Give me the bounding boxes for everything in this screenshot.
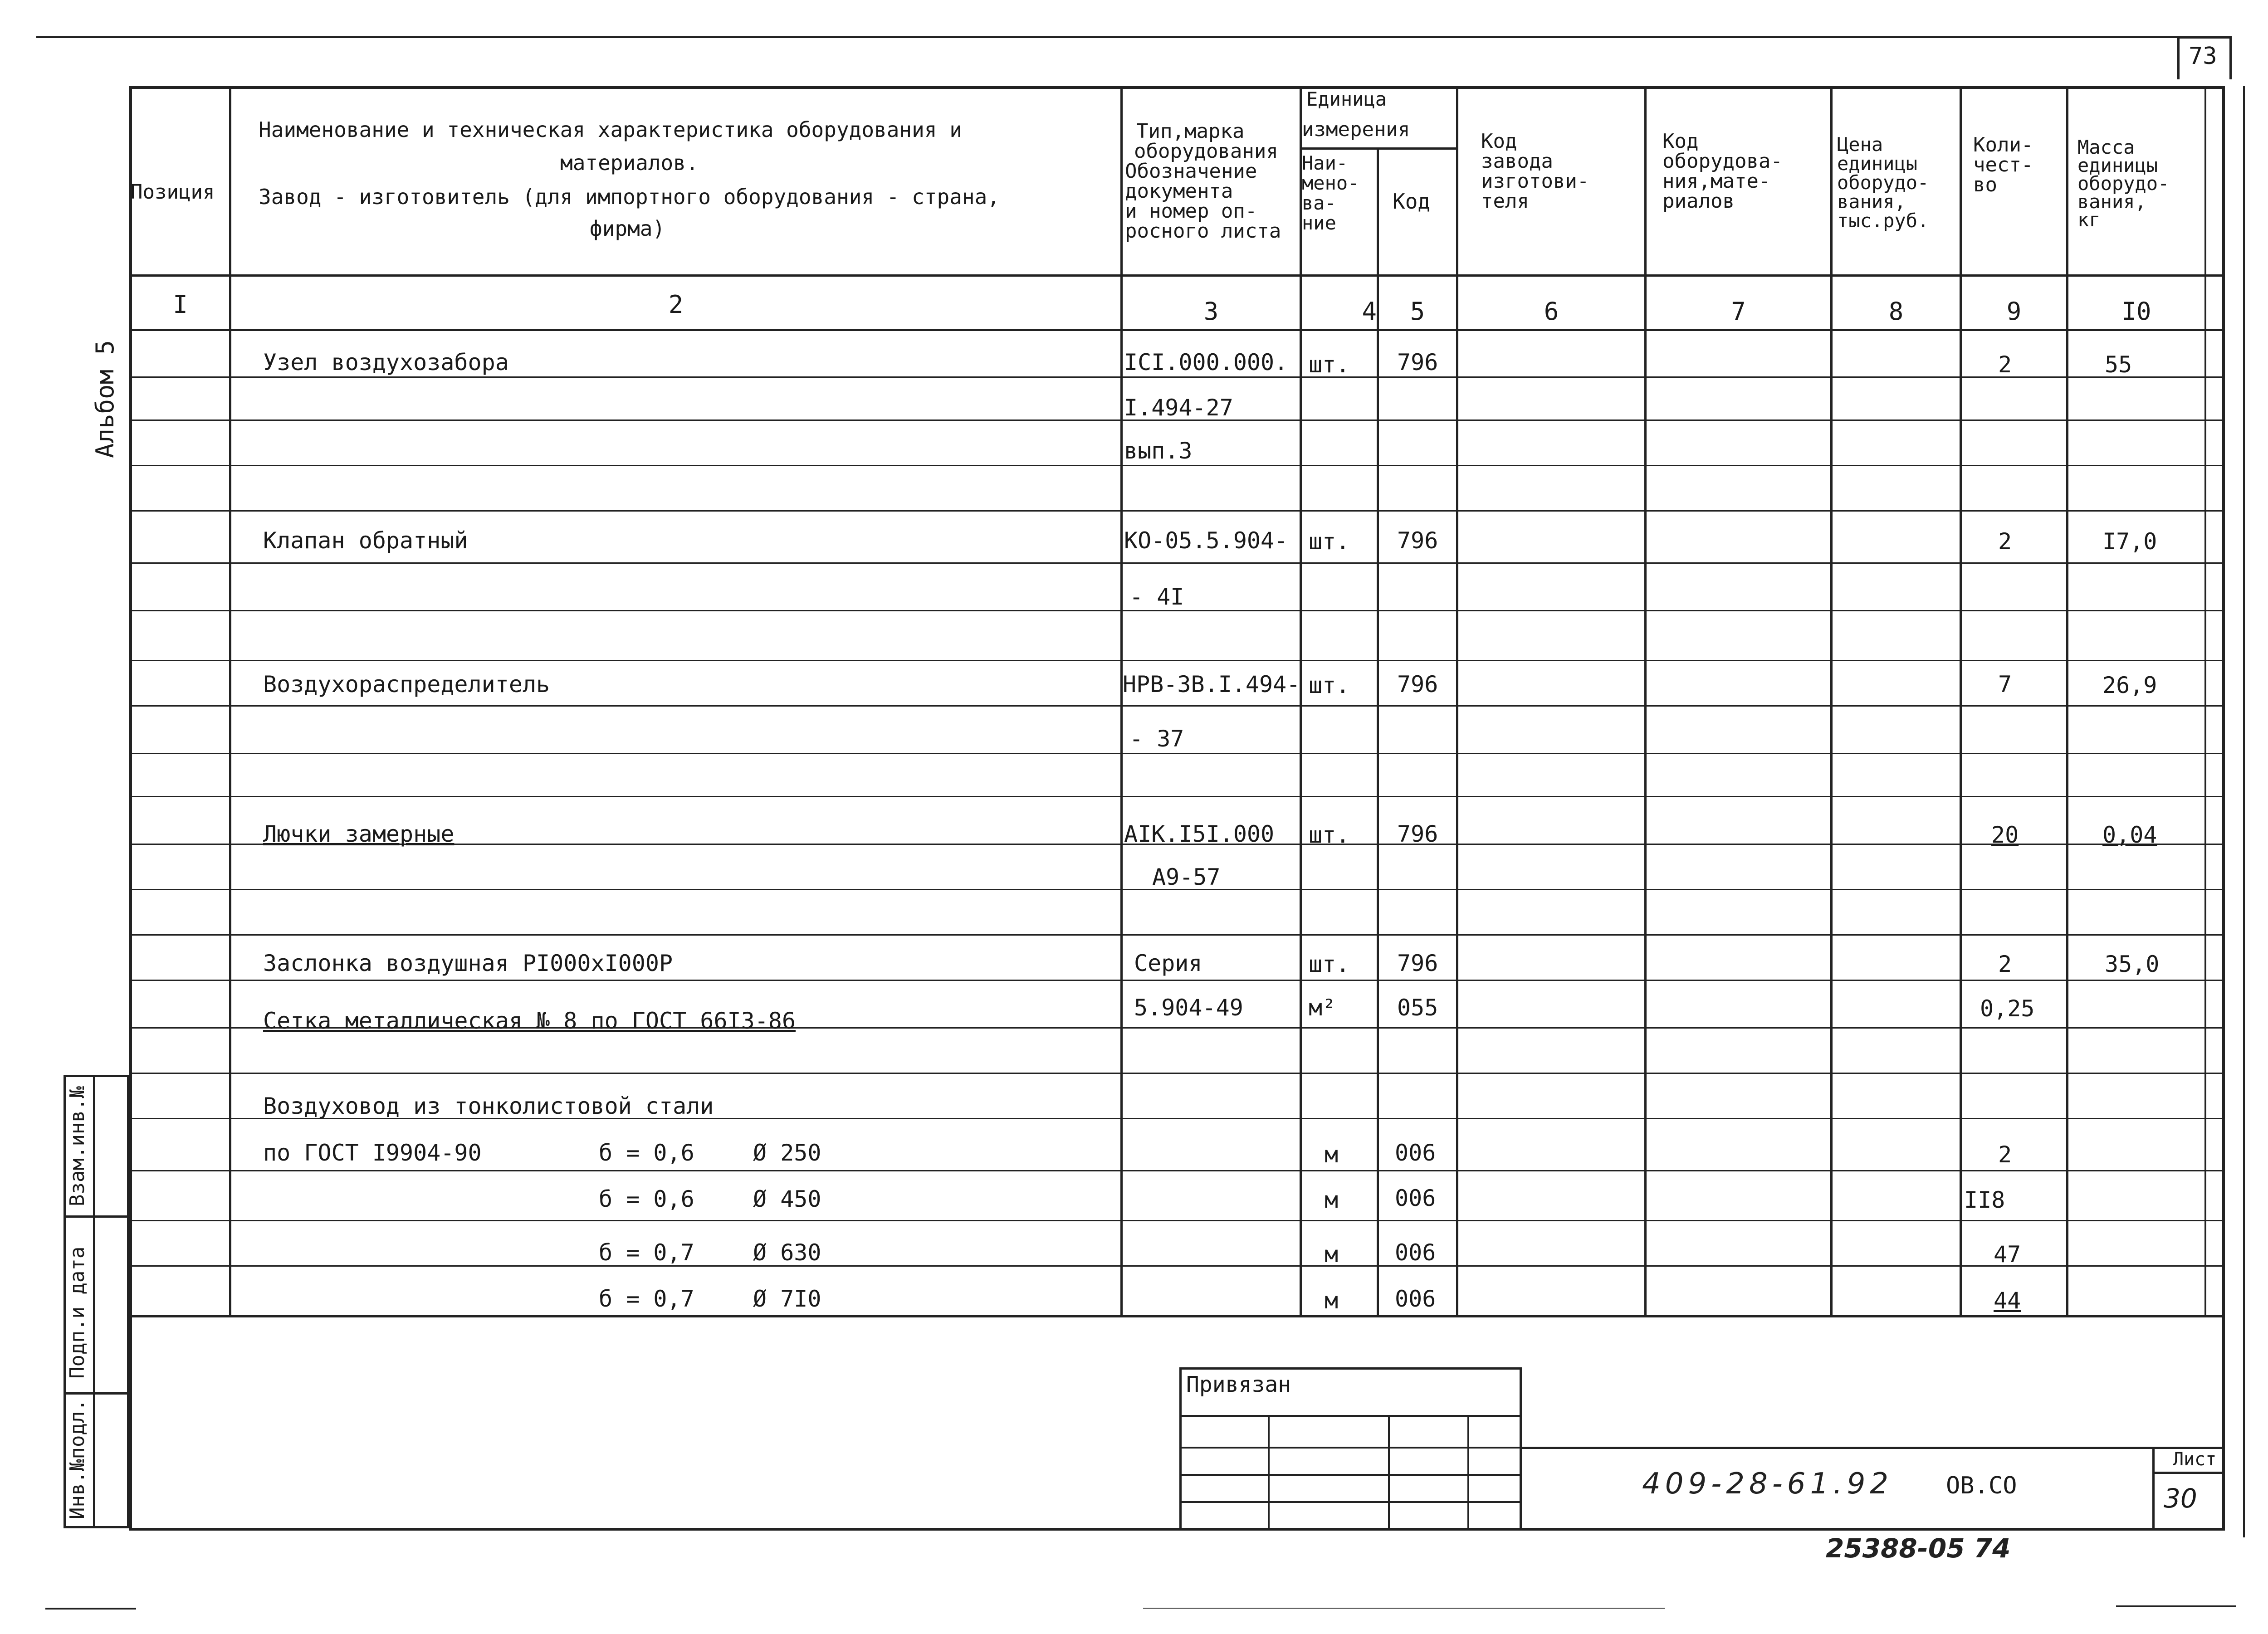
row-5-name: Клапан обратный [263, 527, 468, 554]
row-8-type: НРВ-3В.I.494- [1123, 671, 1300, 697]
row-18-spec1: б = 0,6 [599, 1186, 694, 1212]
row-8-qty: 7 [1998, 671, 2012, 697]
row-14-code: 055 [1397, 995, 1438, 1021]
row-line [129, 660, 2225, 661]
col-line-2 [1120, 86, 1123, 1317]
row-17-spec1: б = 0,6 [599, 1140, 694, 1166]
header-name-l3: Завод - изготовитель (для импортного оборудования - страна, [259, 185, 1000, 209]
header-name-l1: Наименование и техническая характеристика оборудования и [259, 117, 962, 142]
row-10-code: 796 [1397, 821, 1438, 847]
col-line-7 [1830, 86, 1833, 1317]
row-line [129, 1170, 2225, 1171]
row-14-qty: 0,25 [1980, 995, 2035, 1022]
side-stamp-label-2: Подп.и дата [66, 1246, 89, 1379]
frame-right-outer [2243, 86, 2245, 1537]
row-1-name: Узел воздухозабора [263, 349, 509, 376]
row-20-code: 006 [1395, 1286, 1436, 1312]
row-1-type: ICI.000.000. [1124, 349, 1288, 376]
colnum-4: 4 [1362, 297, 1377, 326]
row-6-type: - 4I [1129, 584, 1184, 610]
row-line [129, 376, 2225, 378]
bottom-stray-mid [1143, 1608, 1665, 1609]
header-position: Позиция [131, 180, 215, 204]
row-line [129, 980, 2225, 981]
row-5-qty: 2 [1998, 528, 2012, 555]
header-unit-l2: измерения [1302, 118, 1410, 141]
row-1-unit: шт. [1309, 351, 1350, 378]
row-line [129, 753, 2225, 754]
linked-stamp-line [1179, 1447, 1522, 1449]
row-13-mass: 35,0 [2105, 951, 2160, 977]
row-18-code: 006 [1395, 1185, 1436, 1211]
sheet-box-divider [2152, 1472, 2225, 1474]
col-line-1 [229, 86, 231, 1317]
linked-stamp-line [1179, 1501, 1522, 1503]
side-stamp-label-1: Инв.№подл. [66, 1399, 89, 1519]
row-20-unit: м [1325, 1288, 1339, 1314]
top-edge-line [36, 36, 2186, 38]
colnum-6: 6 [1544, 297, 1559, 326]
side-stamp-divider [93, 1075, 95, 1528]
linked-stamp-col [1388, 1415, 1390, 1531]
row-9-type: - 37 [1129, 726, 1184, 752]
row-line [129, 465, 2225, 466]
row-line [129, 562, 2225, 564]
row-11-type: А9-57 [1152, 864, 1221, 890]
header-type-l1: Тип,марка [1136, 120, 1245, 143]
row-line [129, 934, 2225, 936]
side-stamp-row2 [64, 1392, 129, 1395]
linked-stamp-line [1179, 1474, 1522, 1476]
header-type-l5: и номер оп- [1125, 200, 1257, 223]
row-14-type: 5.904-49 [1134, 995, 1243, 1021]
header-equipcode-l3: ния,мате- [1662, 170, 1771, 193]
row-14-unit: м² [1309, 995, 1336, 1021]
header-name-l2: материалов. [560, 151, 699, 175]
row-20-qty: 44 [1994, 1288, 2021, 1314]
header-mass-l3: оборудо- [2077, 172, 2170, 195]
row-5-mass: I7,0 [2102, 528, 2157, 555]
col-line-9 [2066, 86, 2068, 1317]
bottom-number: 25388-05 74 [1826, 1533, 2011, 1564]
row-8-name: Воздухораспределитель [263, 671, 550, 697]
header-factory-l1: Код [1481, 130, 1517, 153]
side-stamp-row1 [64, 1215, 129, 1218]
linked-stamp-col [1268, 1415, 1270, 1531]
row-10-mass: 0,04 [2102, 822, 2157, 848]
row-line [129, 1220, 2225, 1221]
doc-band-top [1522, 1447, 2225, 1449]
header-mass-l5: кг [2077, 209, 2101, 231]
header-equipcode-l2: оборудова- [1662, 150, 1783, 173]
row-10-unit: шт. [1309, 822, 1350, 848]
row-17-unit: м [1325, 1141, 1339, 1168]
doc-suffix: ОВ.СО [1946, 1472, 2017, 1499]
colnum-9: 9 [2006, 297, 2022, 326]
header-type-l6: росного листа [1125, 219, 1281, 243]
colnum-bottom-line [129, 329, 2225, 331]
header-price-l5: тыс.руб. [1837, 210, 1929, 232]
header-type-l2: оборудования [1134, 140, 1278, 163]
bottom-stray-left [45, 1608, 136, 1610]
header-factory-l3: изготови- [1481, 170, 1589, 193]
row-19-spec2: Ø 630 [753, 1239, 821, 1266]
doc-number: 409-28-61.92 [1642, 1467, 1893, 1501]
header-bottom-line [129, 274, 2225, 277]
row-19-code: 006 [1395, 1239, 1436, 1266]
header-factory-l4: теля [1481, 190, 1529, 213]
row-20-spec1: б = 0,7 [599, 1286, 694, 1312]
row-13-name: Заслонка воздушная PI000xI000P [263, 950, 673, 976]
colnum-1: I [173, 290, 188, 319]
row-line [129, 1073, 2225, 1074]
header-unitname-l1: Наи- [1302, 152, 1348, 174]
unit-header-divider [1300, 147, 1456, 150]
header-unitname-l2: мено- [1302, 172, 1359, 194]
row-16-name: Воздуховод из тонколистовой стали [263, 1093, 714, 1119]
row-18-spec2: Ø 450 [753, 1186, 821, 1212]
row-19-spec1: б = 0,7 [599, 1239, 694, 1266]
linked-stamp-line [1179, 1415, 1522, 1417]
header-price-l1: Цена [1837, 133, 1883, 156]
linked-stamp-col [1467, 1415, 1469, 1531]
row-8-code: 796 [1397, 671, 1438, 697]
colnum-7: 7 [1731, 297, 1746, 326]
row-17-code: 006 [1395, 1140, 1436, 1166]
linked-label: Привязан [1186, 1372, 1291, 1397]
row-17-name: по ГОСТ I9904-90 [263, 1140, 482, 1166]
row-18-qty: II8 [1964, 1187, 2005, 1213]
colnum-8: 8 [1888, 297, 1904, 326]
side-stamp-label-3: Взам.инв.№ [66, 1086, 89, 1206]
row-17-spec2: Ø 250 [753, 1140, 821, 1166]
row-17-qty: 2 [1998, 1141, 2012, 1168]
row-line [129, 1315, 2225, 1317]
header-mass-l1: Масса [2077, 136, 2135, 158]
header-price-l4: вания, [1837, 190, 1906, 213]
row-line [129, 610, 2225, 611]
page-number: 73 [2189, 43, 2217, 70]
col-line-6 [1644, 86, 1647, 1317]
row-10-name: Лючки замерные [263, 821, 455, 847]
header-unitname-l4: ние [1302, 212, 1336, 234]
col-line-5 [1456, 86, 1458, 1317]
header-type-l4: документа [1125, 180, 1233, 203]
colnum-10: I0 [2121, 297, 2151, 326]
row-8-mass: 26,9 [2102, 672, 2157, 698]
header-unitcode: Код [1393, 189, 1431, 214]
row-18-unit: м [1325, 1187, 1339, 1213]
header-mass-l4: вания, [2077, 190, 2146, 213]
header-type-l3: Обозначение [1125, 160, 1257, 183]
header-qty-l1: Коли- [1973, 133, 2033, 156]
row-13-code: 796 [1397, 950, 1438, 976]
header-factory-l2: завода [1481, 150, 1553, 173]
row-5-type: КО-05.5.904- [1124, 527, 1288, 554]
row-20-spec2: Ø 7I0 [753, 1286, 821, 1312]
header-mass-l2: единицы [2077, 154, 2158, 176]
row-13-unit: шт. [1309, 951, 1350, 977]
bottom-stray-right [2116, 1605, 2236, 1607]
header-unit-l1: Единица [1306, 88, 1387, 110]
row-line [129, 796, 2225, 797]
row-1-mass: 55 [2105, 351, 2132, 378]
row-14-name: Сетка металлическая № 8 по ГОСТ 66I3-86 [263, 1008, 796, 1034]
row-line [129, 705, 2225, 707]
row-19-qty: 47 [1994, 1241, 2021, 1268]
col-line-3 [1300, 86, 1302, 1317]
row-line [129, 510, 2225, 512]
row-13-type: Серия [1134, 950, 1202, 976]
header-equipcode-l4: риалов [1662, 190, 1735, 213]
colnum-2: 2 [668, 290, 684, 319]
header-qty-l2: чест- [1973, 153, 2033, 176]
row-10-type: АIК.I5I.000 [1124, 821, 1275, 847]
header-qty-l3: во [1973, 173, 1997, 196]
row-8-unit: шт. [1309, 672, 1350, 698]
header-name-l4: фирма) [590, 216, 665, 241]
row-1-qty: 2 [1998, 351, 2012, 378]
colnum-5: 5 [1410, 297, 1425, 326]
sheet-number: 30 [2164, 1483, 2197, 1514]
row-19-unit: м [1325, 1241, 1339, 1268]
row-1-code: 796 [1397, 349, 1438, 376]
header-price-l2: единицы [1837, 152, 1918, 175]
col-line-10 [2204, 86, 2206, 1317]
row-line [129, 1265, 2225, 1267]
header-unitname-l3: ва- [1302, 192, 1336, 214]
album-label: Альбом 5 [91, 340, 119, 458]
row-10-qty: 20 [1991, 822, 2019, 848]
row-5-unit: шт. [1309, 528, 1350, 555]
header-price-l3: оборудо- [1837, 171, 1929, 194]
sheet-label: Лист [2173, 1449, 2217, 1470]
row-2-type: I.494-27 [1124, 395, 1233, 421]
colnum-3: 3 [1203, 297, 1219, 326]
row-3-type: вып.3 [1124, 438, 1193, 464]
header-equipcode-l1: Код [1662, 130, 1699, 153]
row-5-code: 796 [1397, 527, 1438, 554]
row-13-qty: 2 [1998, 951, 2012, 977]
col-line-8 [1960, 86, 1962, 1317]
